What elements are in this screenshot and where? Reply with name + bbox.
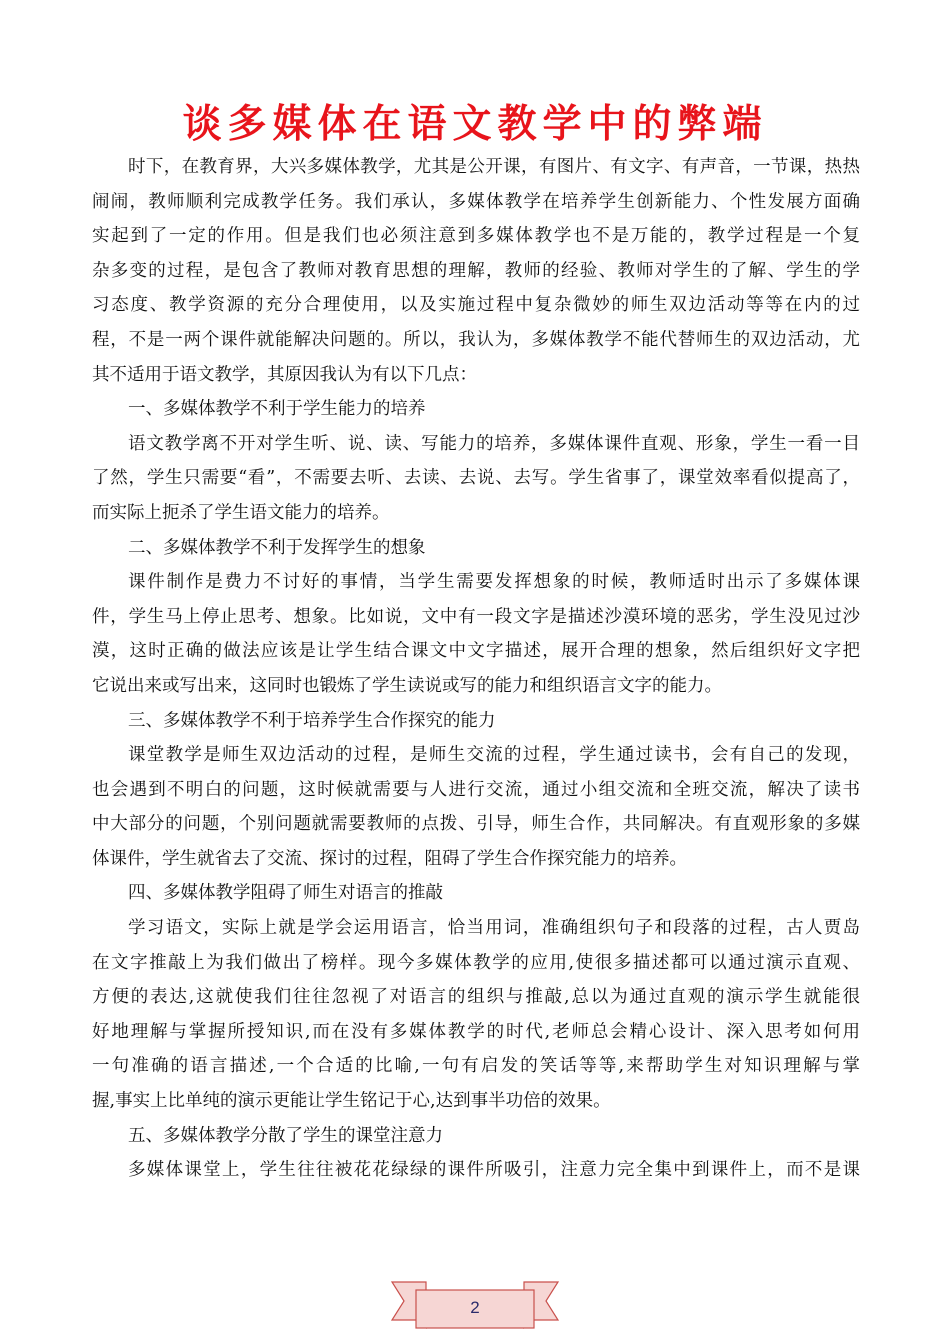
paragraph-line: 而实际上扼杀了学生语文能力的培养。 bbox=[92, 502, 390, 523]
paragraph-line: 其不适用于语文教学，其原因我认为有以下几点： bbox=[92, 364, 477, 385]
document-body bbox=[92, 150, 860, 1188]
paragraph-line: 件，学生马上停止思考、想象。比如说，文中有一段文字是描述沙漠环境的恶劣，学生没见过沙 bbox=[92, 606, 860, 627]
section-heading: 一、多媒体教学不利于学生能力的培养 bbox=[128, 399, 426, 420]
section-heading: 五、多媒体教学分散了学生的课堂注意力 bbox=[128, 1125, 443, 1146]
paragraph-line: 课堂教学是师生双边活动的过程，是师生交流的过程，学生通过读书，会有自己的发现， bbox=[128, 745, 860, 766]
paragraph-line: 多媒体课堂上，学生往往被花花绿绿的课件所吸引，注意力完全集中到课件上，而不是课 bbox=[128, 1160, 860, 1181]
paragraph-line: 程，不是一两个课件就能解决问题的。所以，我认为，多媒体教学不能代替师生的双边活动，尤 bbox=[92, 329, 860, 350]
paragraph-line: 课件制作是费力不讨好的事情，当学生需要发挥想象的时候，教师适时出示了多媒体课 bbox=[128, 572, 860, 593]
paragraph-line: 好地理解与掌握所授知识,而在没有多媒体教学的时代,老师总会精心设计、深入思考如何用 bbox=[92, 1021, 860, 1042]
paragraph-line: 漠，这时正确的做法应该是让学生结合课文中文字描述，展开合理的想象，然后组织好文字把 bbox=[92, 641, 860, 662]
paragraph-line: 也会遇到不明白的问题，这时候就需要与人进行交流，通过小组交流和全班交流，解决了读书 bbox=[92, 779, 860, 800]
paragraph-line: 握,事实上比单纯的演示更能让学生铭记于心,达到事半功倍的效果。 bbox=[92, 1091, 611, 1112]
paragraph-line: 中大部分的问题，个别问题就需要教师的点拨、引导，师生合作，共同解决。有直观形象的多媒 bbox=[92, 814, 860, 835]
paragraph-line: 语文教学离不开对学生听、说、读、写能力的培养，多媒体课件直观、形象，学生一看一目 bbox=[128, 433, 860, 454]
paragraph-line: 体课件，学生就省去了交流、探讨的过程，阻碍了学生合作探究能力的培养。 bbox=[92, 848, 687, 869]
section-heading: 二、多媒体教学不利于发挥学生的想象 bbox=[128, 537, 426, 558]
paragraph-line: 它说出来或写出来，这同时也锻炼了学生读说或写的能力和组织语言文字的能力。 bbox=[92, 675, 722, 696]
paragraph-line: 时下，在教育界，大兴多媒体教学，尤其是公开课，有图片、有文字、有声音，一节课，热热 bbox=[128, 157, 860, 177]
paragraph-line: 实起到了一定的作用。但是我们也必须注意到多媒体教学也不是万能的，教学过程是一个复 bbox=[92, 226, 860, 247]
paragraph-line: 闹闹，教师顺利完成教学任务。我们承认，多媒体教学在培养学生创新能力、个性发展方面确 bbox=[92, 191, 860, 212]
paragraph-line: 一句准确的语言描述,一个合适的比喻,一句有启发的笑话等等,来帮助学生对知识理解与掌 bbox=[92, 1056, 860, 1077]
section-heading: 四、多媒体教学阻碍了师生对语言的推敲 bbox=[128, 883, 443, 904]
page-number-banner bbox=[390, 1276, 560, 1338]
document-title: 谈多媒体在语文教学中的弊端 bbox=[182, 101, 768, 147]
paragraph-line: 学习语文，实际上就是学会运用语言，恰当用词，准确组织句子和段落的过程，古人贾岛 bbox=[128, 918, 860, 939]
paragraph-line: 了然，学生只需要“看”，不需要去听、去读、去说、去写。学生省事了，课堂效率看似提高了， bbox=[92, 468, 860, 489]
paragraph-line: 习态度、教学资源的充分合理使用，以及实施过程中复杂微妙的师生双边活动等等在内的过 bbox=[92, 295, 860, 316]
section-heading: 三、多媒体教学不利于培养学生合作探究的能力 bbox=[128, 710, 496, 731]
page-number: 2 bbox=[470, 1298, 480, 1317]
paragraph-line: 方便的表达,这就使我们往往忽视了对语言的组织与推敲,总以为通过直观的演示学生就能很 bbox=[92, 987, 860, 1008]
paragraph-line: 在文字推敲上为我们做出了榜样。现今多媒体教学的应用,使很多描述都可以通过演示直观、 bbox=[92, 952, 860, 973]
paragraph-line: 杂多变的过程，是包含了教师对教育思想的理解，教师的经验、教师对学生的了解、学生的学 bbox=[92, 260, 860, 281]
